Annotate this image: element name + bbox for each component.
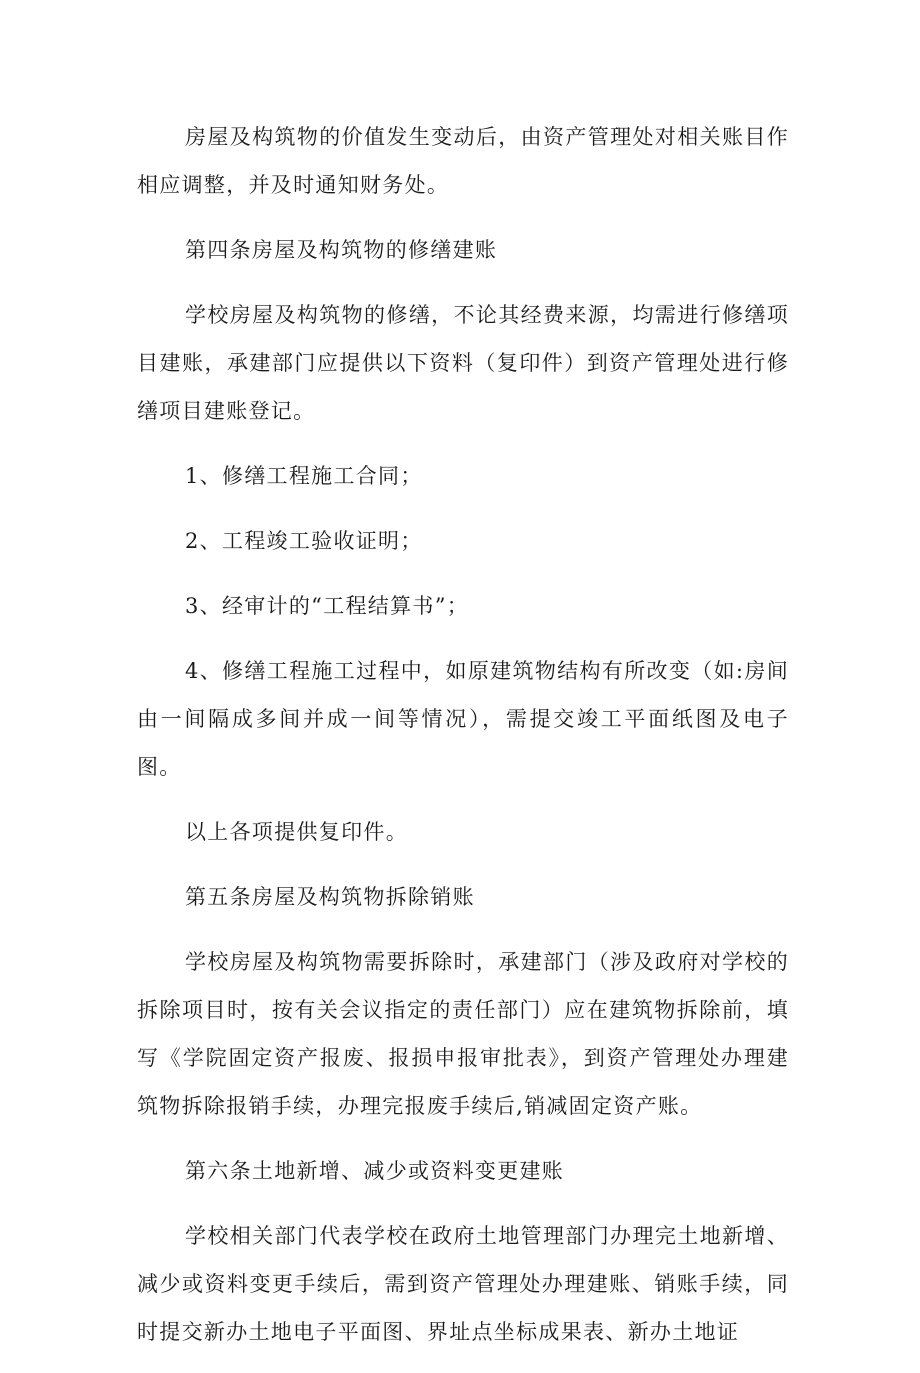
document-body <box>137 113 789 1373</box>
paragraph-land-change: 学校相关部门代表学校在政府土地管理部门办理完土地新增、减少或资料变更手续后，需到资产管理处办理建账、销账手续，同时提交新办土地电子平面图、界址点坐标成果表、新办土地证 <box>137 1224 789 1344</box>
article-4-heading: 第四条房屋及构筑物的修缮建账 <box>185 238 498 262</box>
article-6-heading: 第六条土地新增、减少或资料变更建账 <box>185 1159 565 1183</box>
list-item-1: 1、修缮工程施工合同； <box>185 464 423 488</box>
paragraph-demolition: 学校房屋及构筑物需要拆除时，承建部门（涉及政府对学校的拆除项目时，按有关会议指定的责任部门）应在建筑物拆除前，填写《学院固定资产报废、报损申报审批表》，到资产管理处办理建筑物拆除报销手续，办理完报废手续后,销减固定资产账。 <box>137 950 789 1118</box>
list-item-4: 4、修缮工程施工过程中，如原建筑物结构有所改变（如:房间由一间隔成多间并成一间等情况），需提交竣工平面纸图及电子图。 <box>137 659 789 779</box>
list-item-3: 3、经审计的“工程结算书”； <box>185 594 470 618</box>
paragraph-copies-note: 以上各项提供复印件。 <box>185 820 408 844</box>
list-item-2: 2、工程竣工验收证明； <box>185 529 423 553</box>
article-5-heading: 第五条房屋及构筑物拆除销账 <box>185 885 475 909</box>
paragraph-repair-accounting: 学校房屋及构筑物的修缮，不论其经费来源，均需进行修缮项目建账，承建部门应提供以下资料（复印件）到资产管理处进行修缮项目建账登记。 <box>137 303 789 423</box>
paragraph-value-change: 房屋及构筑物的价值发生变动后，由资产管理处对相关账目作相应调整，并及时通知财务处。 <box>137 125 789 197</box>
